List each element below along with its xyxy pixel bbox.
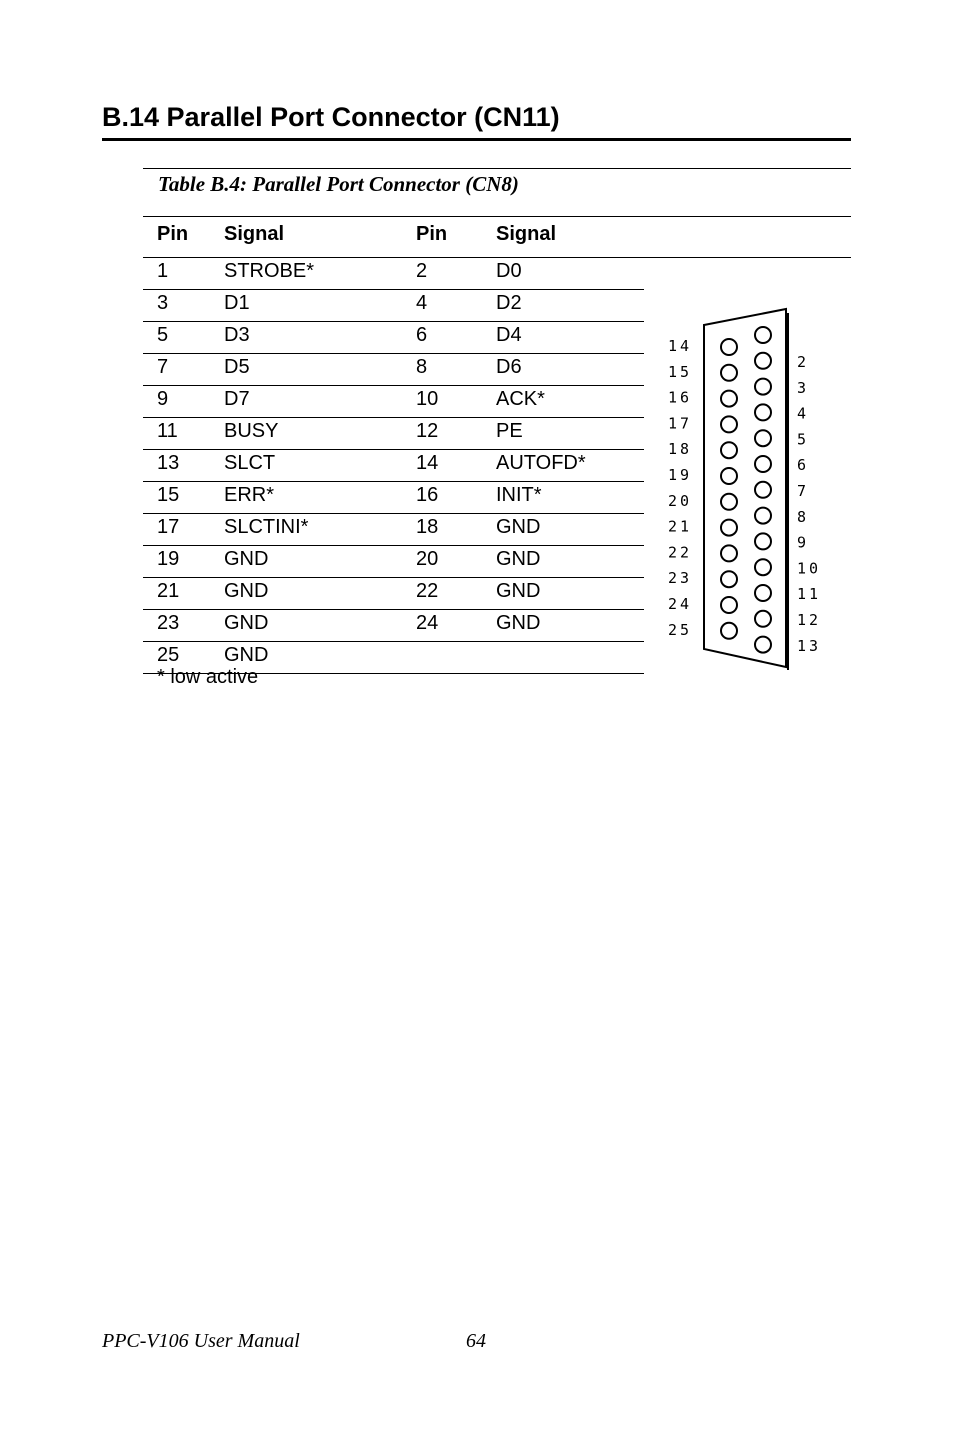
table-row [143, 578, 644, 610]
table-caption [143, 168, 851, 217]
pin-cell: 7 [157, 356, 169, 378]
pin-label: 22 [668, 543, 693, 562]
signal-cell: AUTOFD* [496, 452, 586, 474]
signal-cell: ACK* [496, 388, 545, 410]
pin-cell: 20 [416, 548, 439, 570]
pin-label: 17 [668, 414, 693, 433]
table-row [143, 322, 644, 354]
pin-label: 18 [668, 440, 693, 459]
pin-cell: 21 [157, 580, 180, 602]
pin-label: 15 [668, 362, 693, 381]
signal-cell: SLCT [224, 452, 276, 474]
pin-cell: 23 [157, 612, 180, 634]
signal-cell: GND [496, 580, 541, 602]
pin-cell: 8 [416, 356, 428, 378]
signal-cell: ERR* [224, 484, 275, 506]
signal-cell: GND [224, 612, 269, 634]
pin-label: 13 [797, 636, 822, 655]
pin-label: 11 [797, 585, 822, 604]
pin-cell: 25 [157, 644, 180, 666]
pin-cell: 1 [157, 260, 169, 282]
pin-label: 20 [668, 491, 693, 510]
table-row [143, 546, 644, 578]
pin-cell: 11 [157, 420, 178, 442]
signal-cell: GND [224, 548, 269, 570]
pin-label: 3 [797, 378, 810, 397]
pin-cell: 5 [157, 324, 169, 346]
table-body [143, 258, 644, 674]
table-row [143, 418, 644, 450]
table-caption-text: Table B.4: Parallel Port Connector (CN8) [158, 172, 519, 196]
table-row [143, 482, 644, 514]
table-row [143, 258, 644, 290]
signal-cell: D4 [496, 324, 522, 346]
signal-cell: STROBE* [224, 260, 315, 282]
pin-cell: 24 [416, 612, 439, 634]
signal-cell: GND [496, 548, 541, 570]
db25-connector-diagram [662, 300, 832, 674]
pin-cell: 16 [416, 484, 439, 506]
signal-cell: GND [496, 516, 541, 538]
signal-cell: D2 [496, 292, 522, 314]
pin-cell: 14 [416, 452, 439, 474]
header-pin-1: Pin [157, 223, 189, 245]
pin-label: 19 [668, 466, 693, 484]
pin-cell: 12 [416, 420, 439, 442]
signal-cell: GND [496, 612, 541, 634]
table-row [143, 610, 644, 642]
pin-label: 14 [668, 337, 693, 355]
signal-cell: D1 [224, 292, 250, 314]
pin-label: 10 [797, 559, 822, 578]
pin-cell: 6 [416, 324, 428, 346]
pin-label: 6 [797, 456, 810, 475]
footer-manual-title: PPC-V106 User Manual [102, 1330, 300, 1352]
pin-cell: 19 [157, 548, 180, 570]
pin-label: 23 [668, 569, 693, 588]
pin-cell: 15 [157, 484, 180, 506]
footer-page-number: 64 [466, 1330, 486, 1352]
pin-label: 7 [797, 482, 810, 500]
pin-cell: 22 [416, 580, 439, 602]
pin-label: 5 [797, 430, 810, 449]
pin-label: 12 [797, 611, 822, 629]
pin-cell: 13 [157, 452, 180, 474]
header-pin-2: Pin [416, 223, 448, 245]
signal-cell: INIT* [496, 484, 542, 506]
pin-label: 9 [797, 533, 810, 552]
footnote: * low active [157, 666, 259, 688]
table-header-row [143, 216, 851, 258]
pin-cell: 10 [416, 388, 439, 410]
pin-label: 25 [668, 620, 693, 639]
signal-cell: BUSY [224, 420, 279, 442]
table-row [143, 514, 644, 546]
table-row [143, 386, 644, 418]
signal-cell: D0 [496, 260, 522, 282]
connector-shell [704, 309, 786, 667]
table-row [143, 354, 644, 386]
pin-label: 24 [668, 595, 693, 613]
pin-label: 8 [797, 507, 810, 526]
pin-label: 21 [668, 517, 693, 536]
signal-cell: D7 [224, 388, 250, 410]
pin-label: 2 [797, 353, 810, 371]
section-title: B.14 Parallel Port Connector (CN11) [102, 98, 851, 141]
pin-cell: 17 [157, 516, 180, 538]
signal-cell: D6 [496, 356, 522, 378]
pin-cell: 4 [416, 292, 428, 314]
signal-cell: D5 [224, 356, 250, 378]
pin-cell: 18 [416, 516, 439, 538]
table-row [143, 450, 644, 482]
pin-cell: 9 [157, 388, 169, 410]
pin-label: 4 [797, 404, 810, 423]
pin-cell: 3 [157, 292, 169, 314]
signal-cell: SLCTINI* [224, 516, 309, 538]
signal-cell: GND [224, 644, 269, 666]
signal-cell: D3 [224, 324, 250, 346]
table-row [143, 290, 644, 322]
header-signal-2: Signal [496, 223, 557, 245]
pin-label: 16 [668, 388, 693, 407]
header-signal-1: Signal [224, 223, 285, 245]
signal-cell: GND [224, 580, 269, 602]
signal-cell: PE [496, 420, 523, 442]
pin-cell: 2 [416, 260, 428, 282]
